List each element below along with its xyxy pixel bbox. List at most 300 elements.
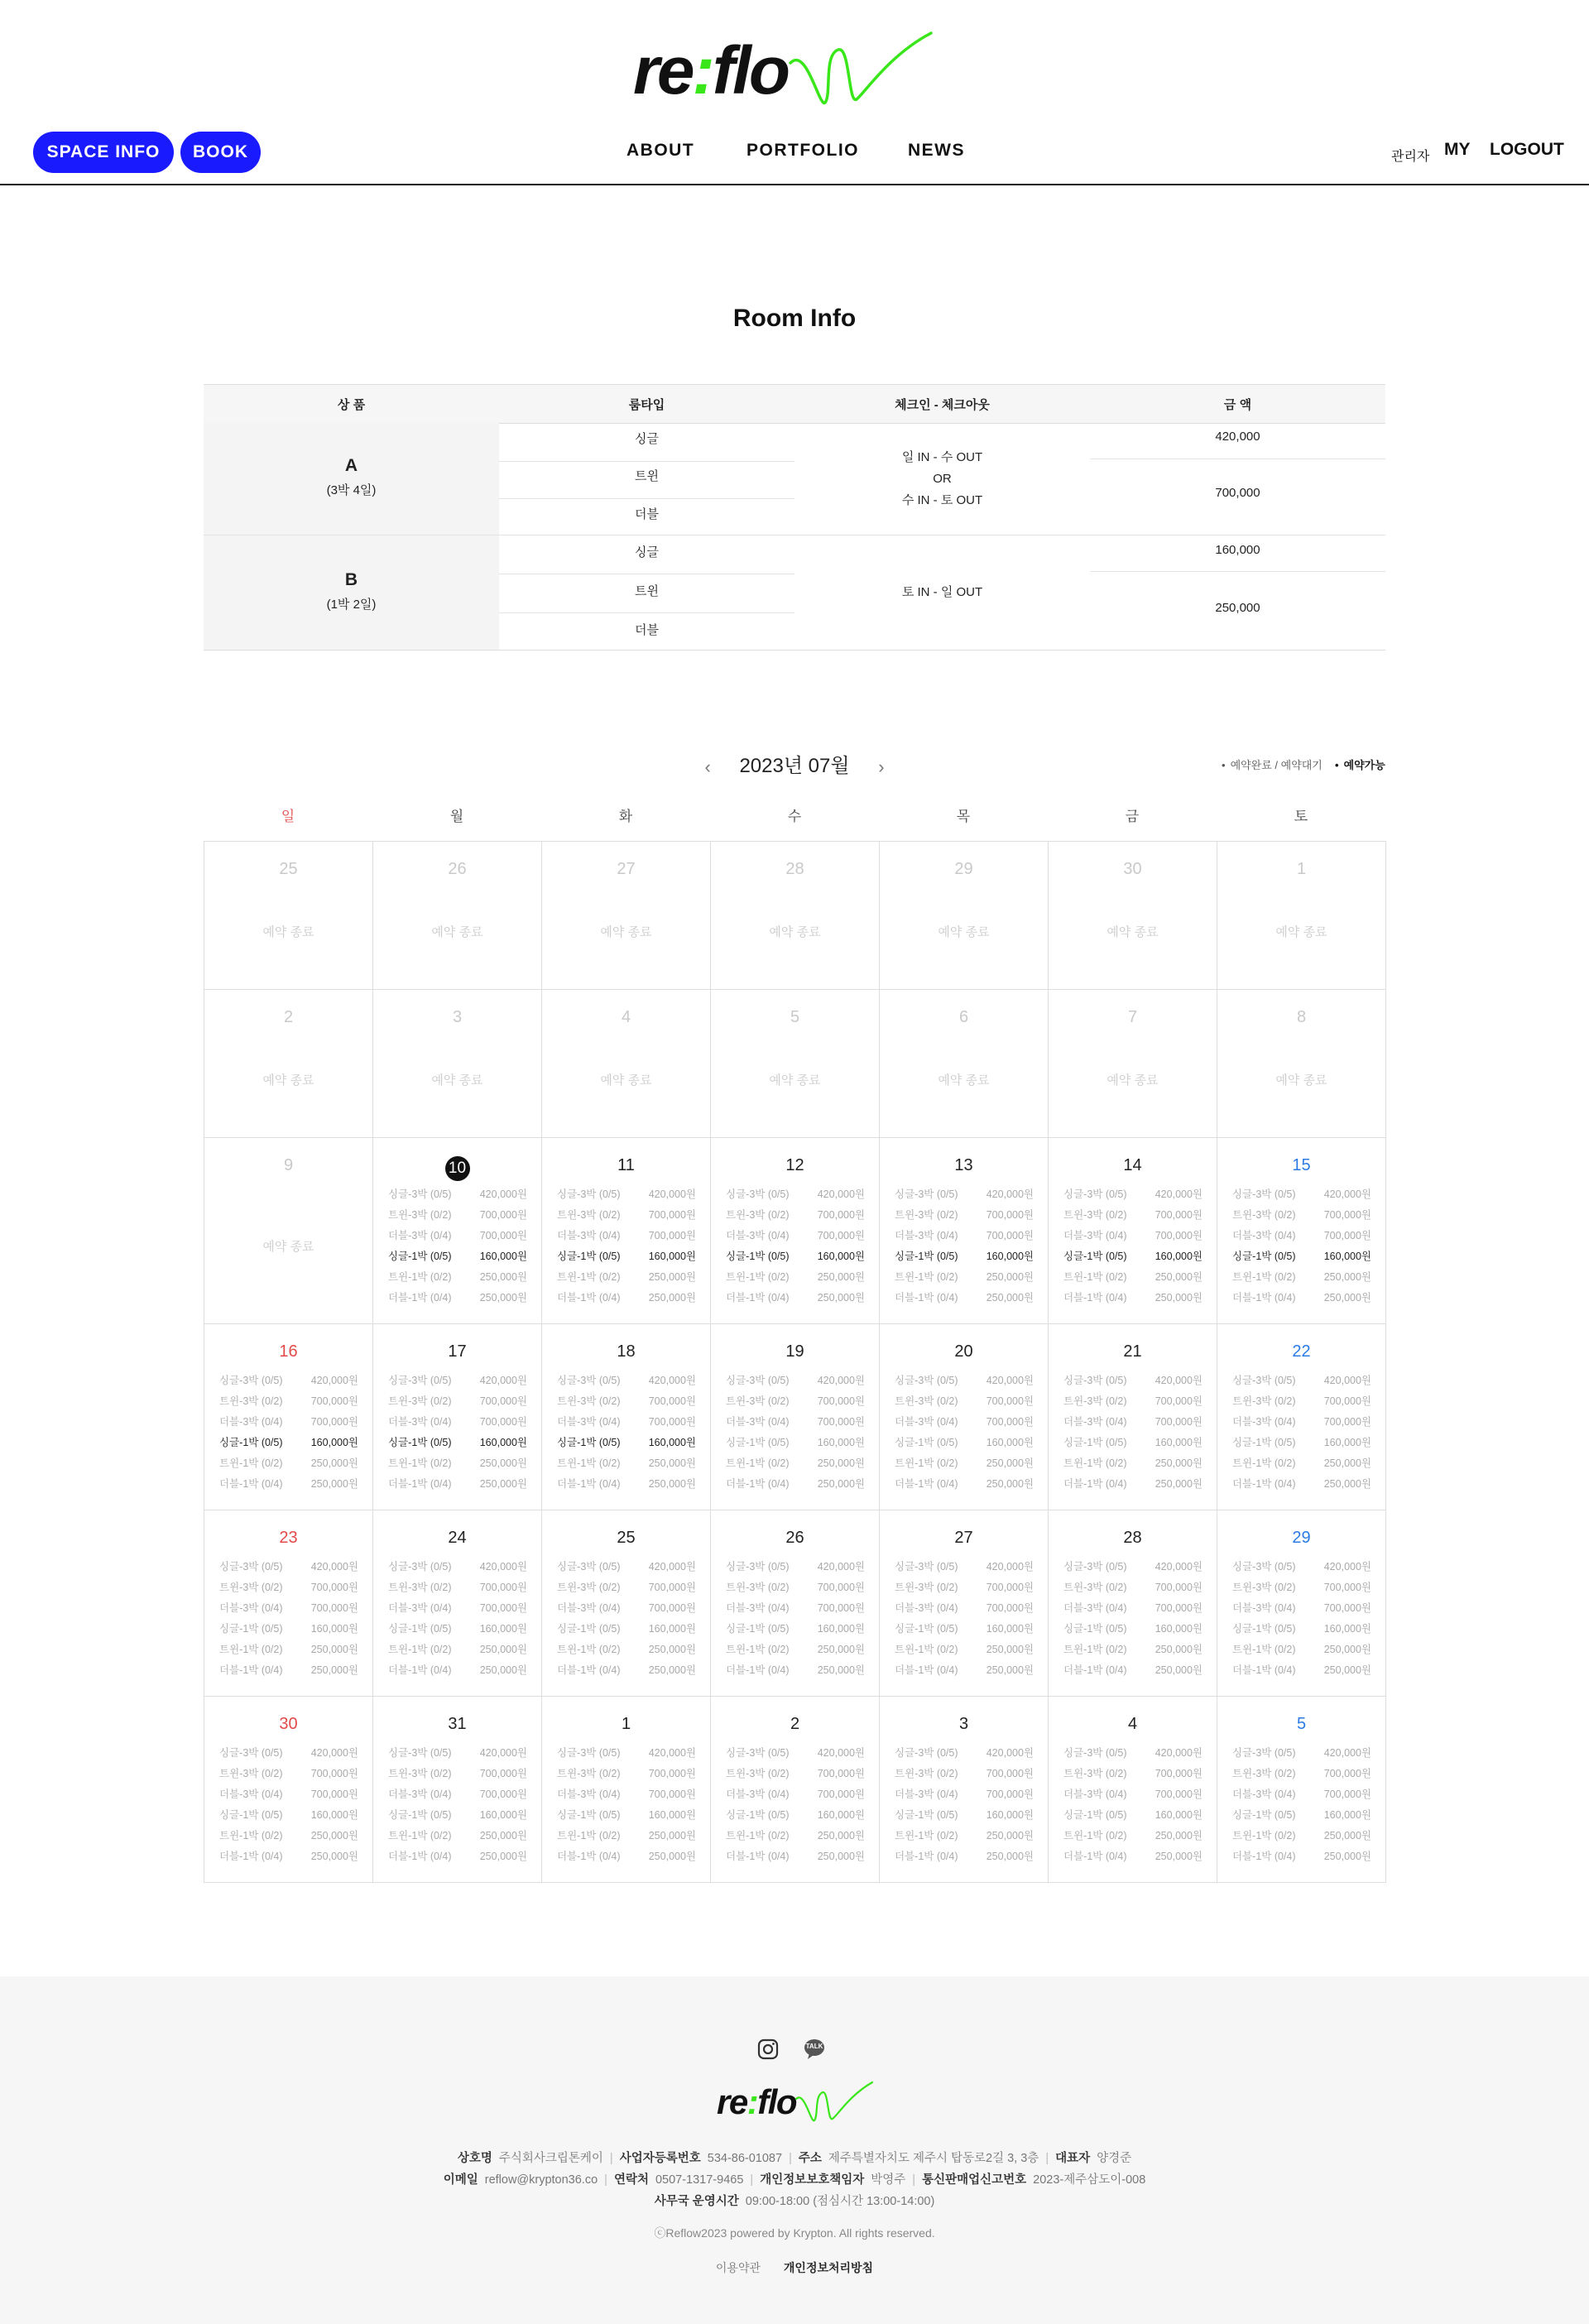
rate-label: 트윈-3박 (0/2): [895, 1209, 958, 1221]
rate-label: 트윈-1박 (0/2): [1232, 1457, 1296, 1469]
rate-row[interactable]: [388, 1246, 527, 1267]
today-marker: 10: [445, 1156, 470, 1181]
rate-price: 250,000원: [1323, 1830, 1371, 1841]
calendar-day-cell[interactable]: [373, 1138, 542, 1324]
rate-label: 싱글-3박 (0/5): [219, 1561, 283, 1573]
rate-label: 트윈-3박 (0/2): [219, 1768, 283, 1779]
rate-row: [895, 1660, 1034, 1681]
rate-list: [895, 1557, 1034, 1681]
rate-label: 트윈-3박 (0/2): [1232, 1768, 1296, 1779]
rate-label: 더블-3박 (0/4): [219, 1602, 283, 1614]
rate-row: [1232, 1453, 1371, 1474]
day-number: 22: [1292, 1342, 1311, 1361]
info-value: 534-86-01087: [707, 2152, 783, 2165]
rate-label: 싱글-3박 (0/5): [1063, 1561, 1127, 1573]
rate-price: 420,000원: [986, 1747, 1034, 1759]
rate-row: [895, 1805, 1034, 1826]
logout-link[interactable]: LOGOUT: [1490, 140, 1564, 159]
rate-row: [219, 1764, 358, 1784]
rate-row: [1232, 1577, 1371, 1598]
calendar-day-cell[interactable]: [880, 1138, 1049, 1324]
rate-row: [557, 1660, 696, 1681]
rate-price: 700,000원: [310, 1395, 358, 1407]
rate-list: [1232, 1371, 1371, 1495]
rate-price: 700,000원: [817, 1768, 865, 1779]
rate-row[interactable]: [895, 1246, 1034, 1267]
rate-label: 트윈-3박 (0/2): [219, 1395, 283, 1407]
rate-row: [1063, 1453, 1203, 1474]
rate-row: [1063, 1433, 1203, 1453]
nav-news[interactable]: NEWS: [908, 141, 965, 160]
rate-row[interactable]: [557, 1246, 696, 1267]
rate-label: 더블-1박 (0/4): [219, 1851, 283, 1862]
rate-list: [1063, 1557, 1203, 1681]
rate-label: 트윈-3박 (0/2): [1232, 1395, 1296, 1407]
rate-label: 트윈-1박 (0/2): [726, 1830, 790, 1841]
rate-row: [1063, 1184, 1203, 1205]
rate-label: 더블-1박 (0/4): [557, 1851, 621, 1862]
rate-price: 700,000원: [479, 1209, 527, 1221]
rate-row: [895, 1619, 1034, 1640]
reservation-closed-label: 예약 종료: [262, 1240, 314, 1254]
rate-price: 160,000원: [648, 1623, 696, 1635]
rate-price: 160,000원: [1155, 1809, 1203, 1821]
calendar-day-cell[interactable]: [711, 1510, 880, 1697]
calendar-day-cell[interactable]: [711, 1697, 880, 1883]
rate-row[interactable]: [219, 1433, 358, 1453]
day-number: 4: [1127, 1715, 1138, 1733]
rate-label: 더블-1박 (0/4): [726, 1664, 790, 1676]
rate-row[interactable]: [557, 1433, 696, 1453]
rate-price: 420,000원: [479, 1747, 527, 1759]
calendar-day-cell[interactable]: [1049, 1510, 1217, 1697]
info-key: 사무국 운영시간: [654, 2195, 739, 2208]
rate-label: 더블-1박 (0/4): [388, 1292, 452, 1304]
header-checkin: 체크인 - 체크아웃: [895, 398, 990, 412]
rate-row: [1232, 1598, 1371, 1619]
rate-label: 트윈-1박 (0/2): [895, 1830, 958, 1841]
info-key: 사업자등록번호: [619, 2152, 701, 2165]
rate-label: 싱글-1박 (0/5): [388, 1251, 452, 1262]
terms-link[interactable]: 이용약관: [715, 2261, 761, 2274]
rate-list: [726, 1371, 865, 1495]
day-number: 16: [279, 1342, 298, 1361]
day-number: 30: [1123, 860, 1142, 878]
rate-price: 160,000원: [1323, 1251, 1371, 1262]
book-button[interactable]: BOOK: [180, 132, 261, 173]
calendar-day-cell[interactable]: [542, 1510, 711, 1697]
rate-price: 700,000원: [1155, 1789, 1203, 1800]
rate-row: [557, 1784, 696, 1805]
weekday-thu: 목: [956, 809, 971, 824]
rate-row: [895, 1453, 1034, 1474]
calendar-day-cell[interactable]: [711, 1324, 880, 1510]
rate-row: [1063, 1743, 1203, 1764]
weekday-mon: 월: [449, 809, 464, 824]
space-info-button[interactable]: SPACE INFO: [33, 132, 174, 173]
rate-row: [219, 1619, 358, 1640]
calendar-day-cell[interactable]: [204, 1697, 373, 1883]
info-value: 박영주: [871, 2173, 906, 2187]
rate-label: 싱글-1박 (0/5): [388, 1623, 452, 1635]
rate-row[interactable]: [726, 1246, 865, 1267]
my-link[interactable]: MY: [1444, 140, 1471, 159]
calendar-day-cell[interactable]: [204, 1324, 373, 1510]
rate-row: [895, 1433, 1034, 1453]
rate-price: 420,000원: [817, 1188, 865, 1200]
rate-row: [557, 1226, 696, 1246]
calendar-day-cell[interactable]: [880, 1510, 1049, 1697]
rate-price: 420,000원: [1323, 1747, 1371, 1759]
rate-row: [726, 1805, 865, 1826]
info-value: 2023-제주삼도이-008: [1033, 2173, 1146, 2187]
day-number: 13: [954, 1156, 973, 1174]
rate-price: 700,000원: [986, 1582, 1034, 1593]
checkin-line: OR: [933, 472, 952, 486]
rate-label: 트윈-1박 (0/2): [726, 1457, 790, 1469]
rate-row: [388, 1453, 527, 1474]
rate-price: 250,000원: [1155, 1644, 1203, 1655]
rate-price: 700,000원: [648, 1582, 696, 1593]
day-number: 6: [958, 1008, 969, 1026]
rate-label: 트윈-3박 (0/2): [1232, 1209, 1296, 1221]
calendar-day-cell[interactable]: [711, 1138, 880, 1324]
rate-row: [895, 1598, 1034, 1619]
day-number: 20: [954, 1342, 973, 1361]
rate-price: 700,000원: [1323, 1395, 1371, 1407]
rate-label: 싱글-3박 (0/5): [557, 1375, 621, 1386]
rate-price: 420,000원: [1323, 1375, 1371, 1386]
rate-price: 250,000원: [648, 1851, 696, 1862]
rate-label: 더블-3박 (0/4): [557, 1602, 621, 1614]
rate-label: 트윈-1박 (0/2): [219, 1457, 283, 1469]
rate-row: [557, 1391, 696, 1412]
privacy-policy-link[interactable]: 개인정보처리방침: [783, 2261, 874, 2274]
rate-row: [557, 1598, 696, 1619]
day-number: 1: [1296, 860, 1307, 878]
rate-row: [219, 1826, 358, 1846]
rate-label: 더블-1박 (0/4): [557, 1478, 621, 1490]
rate-row: [895, 1391, 1034, 1412]
rate-price: 250,000원: [817, 1830, 865, 1841]
rate-row: [388, 1205, 527, 1226]
info-key: 이메일: [443, 2173, 478, 2187]
rate-row: [557, 1826, 696, 1846]
rate-row: [557, 1371, 696, 1391]
reservation-closed-label: 예약 종료: [1107, 925, 1159, 939]
rate-label: 트윈-1박 (0/2): [557, 1457, 621, 1469]
rate-price: 250,000원: [817, 1457, 865, 1469]
admin-link[interactable]: 관리자: [1391, 150, 1430, 164]
rate-price: 700,000원: [648, 1395, 696, 1407]
footer-logo[interactable]: [717, 2077, 882, 2127]
rate-label: 싱글-3박 (0/5): [895, 1561, 958, 1573]
rate-row: [726, 1846, 865, 1867]
reservation-closed-label: 예약 종료: [262, 925, 314, 939]
rate-label: 트윈-1박 (0/2): [557, 1830, 621, 1841]
checkin-line: 수 IN - 토 OUT: [901, 493, 983, 507]
rate-label: 트윈-3박 (0/2): [388, 1582, 452, 1593]
rate-price: 420,000원: [310, 1561, 358, 1573]
rate-row: [726, 1784, 865, 1805]
info-key: 통신판매업신고번호: [922, 2173, 1027, 2187]
rate-price: 160,000원: [479, 1251, 527, 1262]
day-number: 28: [1123, 1529, 1142, 1547]
rate-row: [388, 1826, 527, 1846]
rate-list: [557, 1184, 696, 1308]
rate-row: [388, 1846, 527, 1867]
rate-price: 700,000원: [1323, 1230, 1371, 1241]
rate-price: 250,000원: [986, 1830, 1034, 1841]
reservation-closed-label: 예약 종료: [262, 1073, 314, 1088]
rate-row[interactable]: [1232, 1246, 1371, 1267]
nav-about[interactable]: ABOUT: [626, 141, 695, 160]
rate-row: [219, 1474, 358, 1495]
instagram-icon[interactable]: [756, 2038, 780, 2065]
rate-row[interactable]: [1063, 1246, 1203, 1267]
rate-price: 420,000원: [310, 1747, 358, 1759]
rate-row: [895, 1474, 1034, 1495]
day-number: 15: [1292, 1156, 1311, 1174]
reservation-closed-label: 예약 종료: [1275, 925, 1327, 939]
rate-row: [557, 1267, 696, 1288]
rate-row: [726, 1205, 865, 1226]
calendar-day-cell[interactable]: [1217, 1510, 1386, 1697]
rate-label: 싱글-3박 (0/5): [388, 1561, 452, 1573]
rate-label: 싱글-3박 (0/5): [726, 1561, 790, 1573]
rate-row: [388, 1805, 527, 1826]
rate-label: 더블-3박 (0/4): [388, 1416, 452, 1428]
rate-price: 700,000원: [817, 1230, 865, 1241]
rate-row: [1063, 1474, 1203, 1495]
rate-price: 250,000원: [310, 1457, 358, 1469]
rate-price: 700,000원: [648, 1416, 696, 1428]
rate-price: 160,000원: [986, 1809, 1034, 1821]
rate-label: 더블-1박 (0/4): [557, 1292, 621, 1304]
rate-row: [388, 1743, 527, 1764]
rate-row: [219, 1598, 358, 1619]
calendar-day-cell[interactable]: [880, 1324, 1049, 1510]
calendar-day-cell: [373, 990, 542, 1138]
rate-price: 250,000원: [479, 1664, 527, 1676]
calendar-day-cell[interactable]: [373, 1510, 542, 1697]
reflow-logo[interactable]: [633, 30, 964, 113]
rate-label: 더블-1박 (0/4): [388, 1851, 452, 1862]
rate-price: 160,000원: [817, 1623, 865, 1635]
rate-label: 트윈-3박 (0/2): [895, 1582, 958, 1593]
rate-label: 트윈-3박 (0/2): [726, 1209, 790, 1221]
rate-row: [388, 1371, 527, 1391]
rate-list: [726, 1557, 865, 1681]
rate-label: 트윈-3박 (0/2): [388, 1209, 452, 1221]
rate-row: [895, 1267, 1034, 1288]
rate-row: [388, 1660, 527, 1681]
calendar-day-cell[interactable]: [542, 1138, 711, 1324]
day-number: 23: [279, 1529, 298, 1547]
day-number: 28: [785, 860, 804, 878]
rate-label: 싱글-1박 (0/5): [895, 1251, 958, 1262]
day-number: 27: [617, 860, 636, 878]
rate-price: 250,000원: [986, 1644, 1034, 1655]
rate-label: 트윈-3박 (0/2): [726, 1395, 790, 1407]
rate-price: 420,000원: [310, 1375, 358, 1386]
rate-label: 트윈-3박 (0/2): [388, 1768, 452, 1779]
rate-price: 420,000원: [479, 1375, 527, 1386]
room-type: 트윈: [635, 469, 659, 483]
rate-row: [388, 1226, 527, 1246]
separator: |: [604, 2173, 607, 2187]
rate-row: [1232, 1805, 1371, 1826]
calendar-day-cell[interactable]: [1217, 1138, 1386, 1324]
day-number: 3: [452, 1008, 463, 1026]
rate-price: 700,000원: [817, 1789, 865, 1800]
rate-label: 더블-3박 (0/4): [726, 1416, 790, 1428]
rate-row: [1232, 1205, 1371, 1226]
rate-row: [388, 1267, 527, 1288]
info-key: 주소: [798, 2152, 822, 2165]
kakaotalk-label: TALK: [805, 2043, 823, 2050]
rate-price: 700,000원: [986, 1789, 1034, 1800]
rate-price: 700,000원: [1155, 1230, 1203, 1241]
calendar-day-cell[interactable]: [373, 1697, 542, 1883]
rate-label: 더블-1박 (0/4): [1063, 1292, 1127, 1304]
rate-label: 싱글-3박 (0/5): [557, 1747, 621, 1759]
rate-label: 싱글-3박 (0/5): [557, 1561, 621, 1573]
weekday-fri: 금: [1125, 809, 1140, 824]
info-key: 상호명: [457, 2152, 492, 2165]
rate-price: 700,000원: [986, 1416, 1034, 1428]
rate-label: 싱글-1박 (0/5): [895, 1437, 958, 1448]
rate-price: 250,000원: [1155, 1664, 1203, 1676]
rate-price: 250,000원: [817, 1664, 865, 1676]
rate-row: [726, 1371, 865, 1391]
rate-row: [388, 1784, 527, 1805]
rate-label: 싱글-3박 (0/5): [388, 1747, 452, 1759]
nav-portfolio[interactable]: PORTFOLIO: [746, 141, 859, 160]
rate-label: 싱글-3박 (0/5): [1063, 1188, 1127, 1200]
calendar-day-cell: [204, 990, 373, 1138]
rate-list: [219, 1743, 358, 1867]
rate-label: 더블-1박 (0/4): [219, 1478, 283, 1490]
product-duration: (3박 4일): [326, 483, 377, 497]
rate-price: 250,000원: [817, 1271, 865, 1283]
rate-label: 트윈-1박 (0/2): [895, 1644, 958, 1655]
rate-row: [1063, 1805, 1203, 1826]
rate-row: [1232, 1846, 1371, 1867]
rate-label: 더블-3박 (0/4): [726, 1230, 790, 1241]
day-number: 25: [279, 860, 298, 878]
rate-label: 트윈-1박 (0/2): [1232, 1271, 1296, 1283]
rate-label: 싱글-3박 (0/5): [1063, 1747, 1127, 1759]
rate-price: 160,000원: [986, 1623, 1034, 1635]
rate-price: 700,000원: [817, 1209, 865, 1221]
rate-label: 싱글-3박 (0/5): [726, 1747, 790, 1759]
calendar-day-cell[interactable]: [1049, 1324, 1217, 1510]
rate-row: [388, 1577, 527, 1598]
day-number: 26: [785, 1529, 804, 1547]
rate-price: 160,000원: [479, 1437, 527, 1448]
weekday-sun: 일: [281, 809, 295, 824]
rate-price: 700,000원: [479, 1602, 527, 1614]
rate-price: 250,000원: [479, 1478, 527, 1490]
rate-price: 700,000원: [986, 1395, 1034, 1407]
info-value: 0507-1317-9465: [655, 2173, 744, 2187]
rate-price: 250,000원: [817, 1292, 865, 1304]
info-key: 개인정보보호책임자: [760, 2173, 865, 2187]
day-number: 24: [448, 1529, 467, 1547]
rate-label: 트윈-1박 (0/2): [388, 1271, 452, 1283]
rate-price: 250,000원: [1155, 1851, 1203, 1862]
rate-row: [557, 1288, 696, 1308]
calendar-day-cell: [542, 842, 711, 990]
rate-price: 700,000원: [310, 1768, 358, 1779]
calendar-week: [204, 990, 1386, 1138]
rate-price: 250,000원: [648, 1664, 696, 1676]
rate-label: 트윈-3박 (0/2): [219, 1582, 283, 1593]
rate-row: [388, 1474, 527, 1495]
rate-price: 250,000원: [479, 1830, 527, 1841]
rate-price: 700,000원: [1323, 1416, 1371, 1428]
rate-label: 트윈-3박 (0/2): [1063, 1768, 1127, 1779]
info-key: 대표자: [1055, 2152, 1091, 2165]
rate-row: [219, 1557, 358, 1577]
calendar-day-cell[interactable]: [542, 1324, 711, 1510]
rate-price: 250,000원: [648, 1830, 696, 1841]
rate-label: 더블-3박 (0/4): [895, 1789, 958, 1800]
rate-price: 160,000원: [986, 1251, 1034, 1262]
rate-row: [1232, 1743, 1371, 1764]
calendar-week: [204, 842, 1386, 990]
day-number: 5: [790, 1008, 800, 1026]
day-number: 14: [1123, 1156, 1142, 1174]
rate-row: [557, 1453, 696, 1474]
rate-price: 700,000원: [479, 1768, 527, 1779]
rate-price: 700,000원: [1323, 1768, 1371, 1779]
calendar-day-cell[interactable]: [1217, 1697, 1386, 1883]
next-month-icon[interactable]: ›: [878, 756, 885, 777]
rate-label: 싱글-1박 (0/5): [388, 1809, 452, 1821]
rate-label: 더블-1박 (0/4): [895, 1478, 958, 1490]
rate-row[interactable]: [388, 1433, 527, 1453]
rate-row: [1063, 1412, 1203, 1433]
rate-row: [388, 1640, 527, 1660]
day-number: 26: [448, 860, 467, 878]
room-type: 더블: [635, 507, 659, 521]
calendar-day-cell[interactable]: [1049, 1138, 1217, 1324]
calendar-day-cell[interactable]: [373, 1324, 542, 1510]
rate-price: 250,000원: [986, 1292, 1034, 1304]
rate-row: [1232, 1184, 1371, 1205]
rate-list: [1232, 1184, 1371, 1308]
rate-price: 700,000원: [648, 1209, 696, 1221]
kakaotalk-icon[interactable]: [803, 2038, 826, 2061]
rate-price: 160,000원: [1155, 1437, 1203, 1448]
calendar-day-cell[interactable]: [880, 1697, 1049, 1883]
rate-price: 700,000원: [310, 1789, 358, 1800]
calendar-day-cell[interactable]: [542, 1697, 711, 1883]
calendar-day-cell[interactable]: [204, 1510, 373, 1697]
calendar-day-cell[interactable]: [1217, 1324, 1386, 1510]
rate-row: [388, 1412, 527, 1433]
rate-label: 싱글-1박 (0/5): [219, 1437, 283, 1448]
calendar-day-cell[interactable]: [1049, 1697, 1217, 1883]
rate-label: 트윈-1박 (0/2): [1063, 1271, 1127, 1283]
day-number: 4: [621, 1008, 631, 1026]
rate-price: 420,000원: [986, 1375, 1034, 1386]
rate-price: 250,000원: [986, 1664, 1034, 1676]
separator: |: [750, 2173, 754, 2187]
prev-month-icon[interactable]: ‹: [704, 756, 711, 777]
